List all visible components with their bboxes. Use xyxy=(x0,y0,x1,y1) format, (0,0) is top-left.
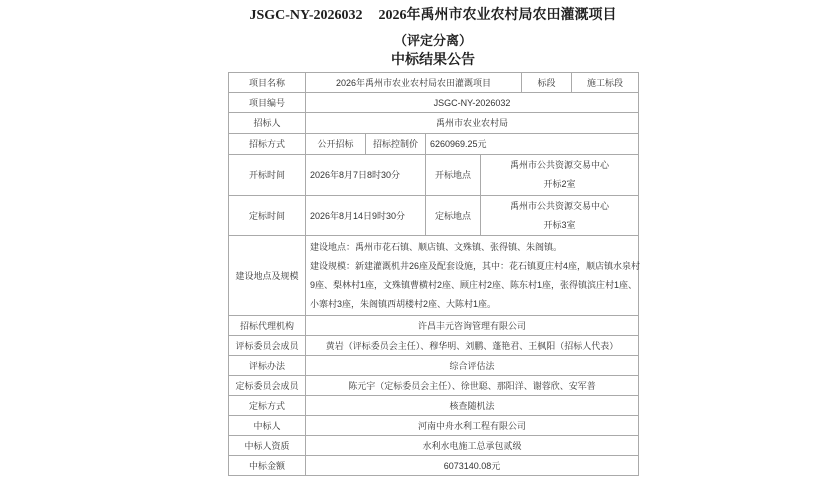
row-evaluation-method xyxy=(229,356,639,376)
evaluation-committee-value: 黄岩（评标委员会主任）、穆华明、刘鹏、蓬艳君、王枫阳（招标人代表） xyxy=(306,336,639,356)
winner-label: 中标人 xyxy=(229,416,306,436)
award-committee-value: 陈元宇（定标委员会主任）、徐世聪、那阳洋、谢蓉欣、安军普 xyxy=(306,376,639,396)
project-name-value: 2026年禹州市农业农村局农田灌溉项目 xyxy=(306,73,522,93)
agency-label: 招标代理机构 xyxy=(229,316,306,336)
row-tenderer xyxy=(229,113,639,134)
award-method-label: 定标方式 xyxy=(229,396,306,416)
section-label: 标段 xyxy=(522,73,572,93)
construction-line: 建设地点：禹州市花石镇、顺店镇、文殊镇、张得镇、朱阁镇。 xyxy=(310,241,563,252)
project-code-label: 项目编号 xyxy=(229,93,306,113)
control-price-label: 招标控制价 xyxy=(366,134,426,155)
row-winning-amount xyxy=(229,456,639,476)
construction-label: 建设地点及规模 xyxy=(229,236,306,316)
row-award-committee xyxy=(229,376,639,396)
winning-amount-value: 6073140.08元 xyxy=(306,456,639,476)
row-tender-method xyxy=(229,134,639,155)
award-committee-label: 定标委员会成员 xyxy=(229,376,306,396)
row-winner xyxy=(229,416,639,436)
control-price-value: 6260969.25元 xyxy=(426,134,639,155)
row-construction xyxy=(229,236,639,316)
award-room: 开标3室 xyxy=(543,219,576,230)
tender-method-label: 招标方式 xyxy=(229,134,306,155)
winner-value: 河南中舟水利工程有限公司 xyxy=(306,416,639,436)
opening-time-value: 2026年8月7日8时30分 xyxy=(306,155,426,196)
row-project-name xyxy=(229,73,639,93)
document-heading: 中标结果公告 xyxy=(391,52,475,68)
award-method-value: 核查随机法 xyxy=(306,396,639,416)
construction-line: 小寨村3座，朱阁镇西胡楼村2座、大陈村1座。 xyxy=(310,298,497,309)
winner-qualification-value: 水利水电施工总承包贰级 xyxy=(306,436,639,456)
opening-venue: 禹州市公共资源交易中心 xyxy=(510,160,610,170)
opening-place-value xyxy=(481,155,639,196)
evaluation-method-value: 综合评估法 xyxy=(306,356,639,376)
opening-room: 开标2室 xyxy=(543,179,576,189)
row-project-code xyxy=(229,93,639,113)
winning-amount-label: 中标金额 xyxy=(229,456,306,476)
agency-value: 许昌丰元咨询管理有限公司 xyxy=(306,316,639,336)
construction-value xyxy=(306,236,639,316)
row-evaluation-committee xyxy=(229,336,639,356)
tenderer-value: 禹州市农业农村局 xyxy=(306,113,639,134)
evaluation-committee-label: 评标委员会成员 xyxy=(229,336,306,356)
section-value: 施工标段 xyxy=(572,73,639,93)
award-place-label: 定标地点 xyxy=(426,196,481,236)
award-time-label: 定标时间 xyxy=(229,196,306,236)
title-project-code: JSGC-NY-2026032 xyxy=(249,8,363,23)
evaluation-method-label: 评标办法 xyxy=(229,356,306,376)
row-award-method xyxy=(229,396,639,416)
award-place-value xyxy=(481,196,639,236)
project-name-label: 项目名称 xyxy=(229,73,306,93)
project-code-value: JSGC-NY-2026032 xyxy=(306,93,639,113)
construction-line: 9座、梨林村1座，文殊镇曹横村2座、顾庄村2座、陈东村1座，张得镇滨庄村1座、 xyxy=(310,279,638,290)
row-winner-qualification xyxy=(229,436,639,456)
opening-time-label: 开标时间 xyxy=(229,155,306,196)
award-time-value: 2026年8月14日9时30分 xyxy=(306,196,426,236)
document-subtitle: （评定分离） xyxy=(393,33,472,48)
row-agency xyxy=(229,316,639,336)
winner-qualification-label: 中标人资质 xyxy=(229,436,306,456)
tenderer-label: 招标人 xyxy=(229,113,306,134)
award-venue: 禹州市公共资源交易中心 xyxy=(510,200,610,211)
tender-method-value: 公开招标 xyxy=(306,134,366,155)
construction-line: 建设规模：新建灌溉机井26座及配套设施，其中：花石镇夏庄村4座，顺店镇水泉村 xyxy=(310,260,641,271)
title-project-name: 2026年禹州市农业农村局农田灌溉项目 xyxy=(378,8,617,23)
award-result-table xyxy=(228,72,639,476)
row-opening xyxy=(229,155,639,196)
row-award xyxy=(229,196,639,236)
opening-place-label: 开标地点 xyxy=(426,155,481,196)
document-title xyxy=(218,7,648,25)
